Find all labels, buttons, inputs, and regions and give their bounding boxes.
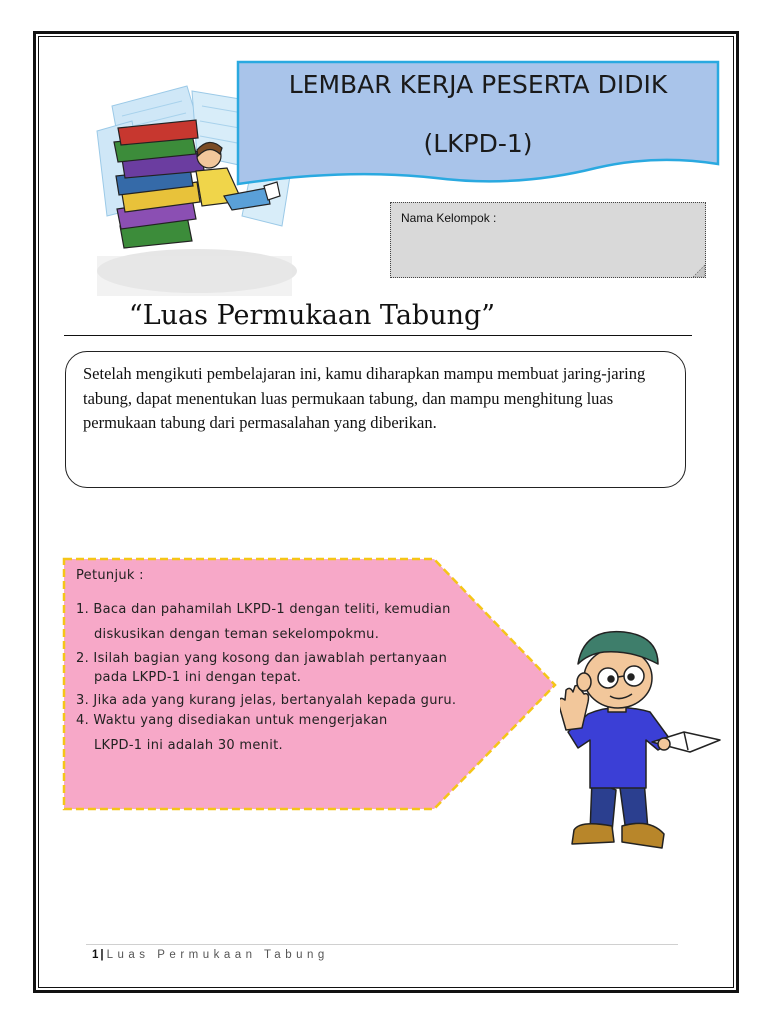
main-title: “Luas Permukaan Tabung”: [128, 300, 496, 331]
title-underline: [64, 335, 692, 336]
learning-objective-box: [65, 351, 686, 488]
instruction-step-1: 1. Baca dan pahamilah LKPD-1 dengan teliti, kemudian: [76, 602, 451, 617]
footer-separator: |: [100, 949, 104, 961]
footer-divider: [86, 944, 678, 945]
group-name-field[interactable]: [390, 202, 706, 278]
footer-title: Luas Permukaan Tabung: [106, 949, 329, 961]
instruction-step-2-cont: pada LKPD-1 ini dengan tepat.: [94, 670, 302, 685]
page-footer: [92, 949, 329, 961]
instruction-step-4-cont: LKPD-1 ini adalah 30 menit.: [94, 738, 283, 753]
instruction-step-3: 3. Jika ada yang kurang jelas, bertanyalah kepada guru.: [76, 693, 457, 708]
instructions-arrow-shape: [62, 557, 558, 817]
learning-objective-text: Setelah mengikuti pembelajaran ini, kamu diharapkan mampu membuat jaring-jaring tabung, dapat menentukan luas permukaan tabung, dan mampu menghitung luas permukaan tabung dari permasalahan yang diberikan.: [83, 364, 646, 432]
instruction-step-1-cont: diskusikan dengan teman sekelompokmu.: [94, 627, 380, 642]
instruction-step-4: 4. Waktu yang disediakan untuk mengerjakan: [76, 713, 388, 728]
group-name-label: Nama Kelompok :: [401, 211, 497, 225]
instruction-step-2: 2. Isilah bagian yang kosong dan jawablah pertanyaan: [76, 651, 448, 666]
page-number: 1: [92, 949, 99, 961]
title-line-2: (LKPD-1): [423, 129, 533, 158]
title-line-1: LEMBAR KERJA PESERTA DIDIK: [288, 70, 668, 99]
boy-reading-illustration: [560, 620, 725, 860]
instructions-title: Petunjuk :: [76, 568, 144, 583]
title-banner: [236, 60, 720, 192]
